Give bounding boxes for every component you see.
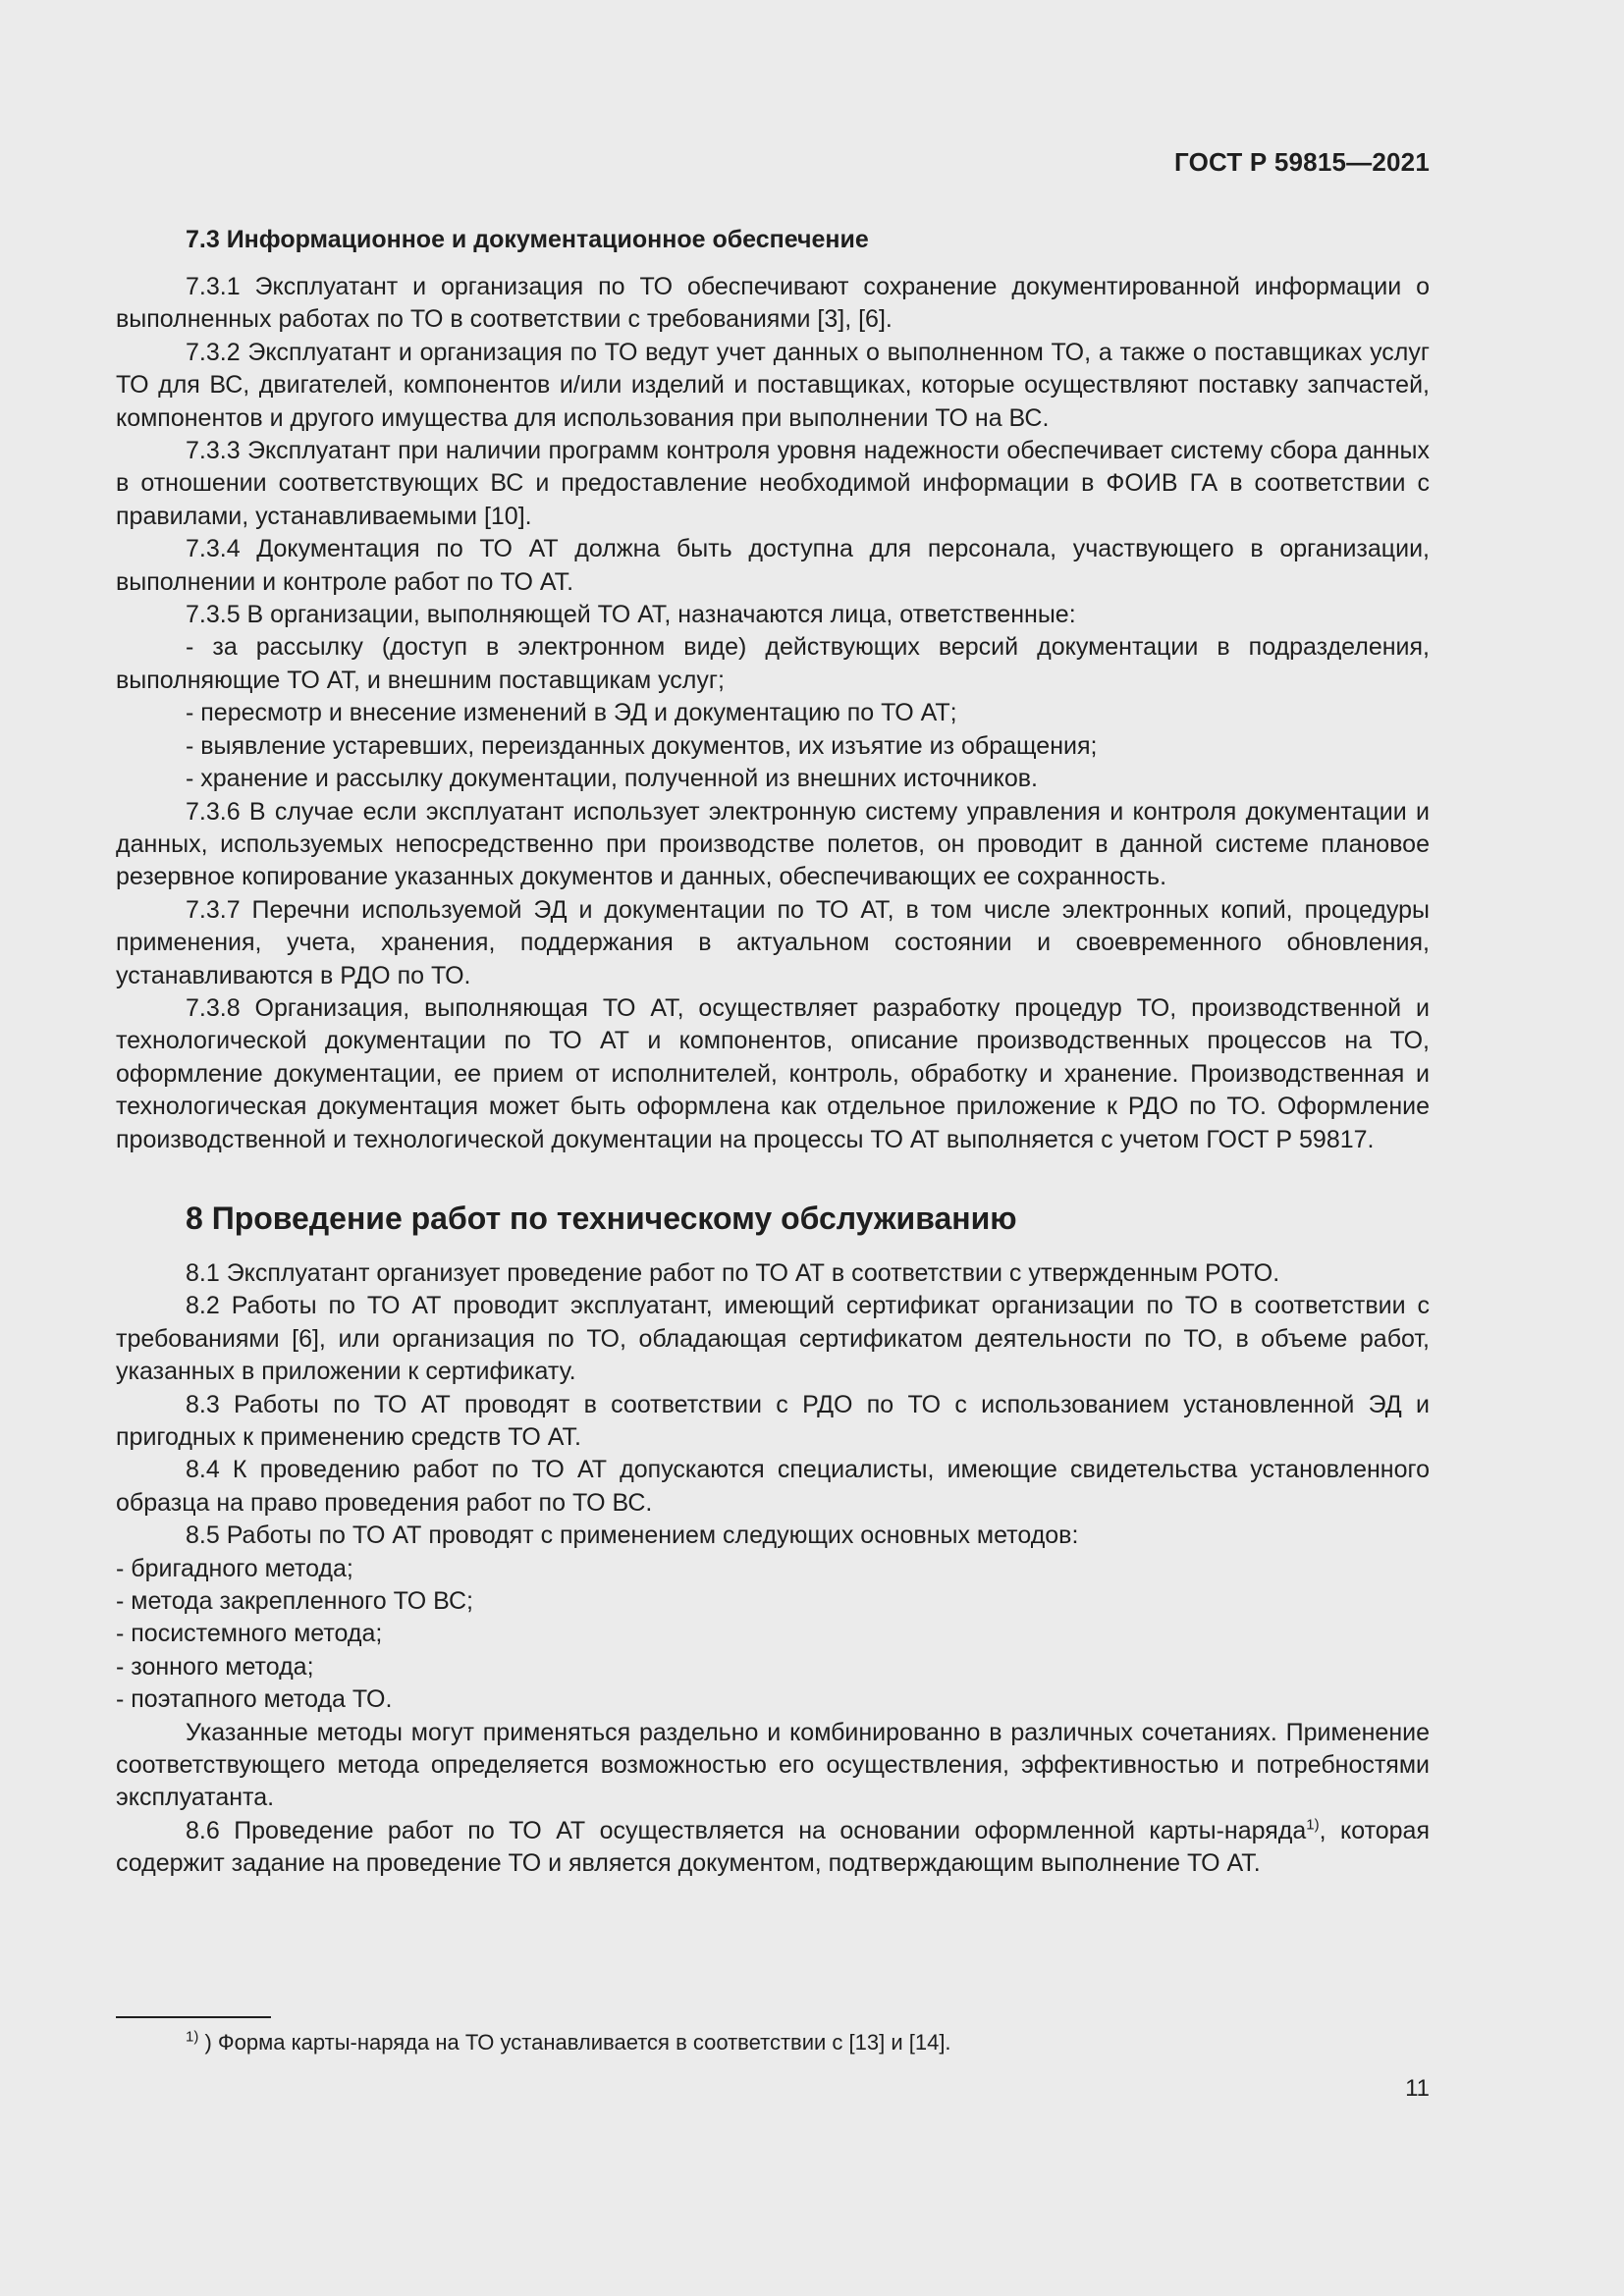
- paragraph-7-3-1: 7.3.1 Эксплуатант и организация по ТО обеспечивают сохранение документированной информации о выполненных работах по ТО в соответствии с требованиями [3], [6].: [116, 273, 1430, 334]
- paragraph-7-3-4: 7.3.4 Документация по ТО АТ должна быть доступна для персонала, участвующего в организации, выполнении и контроле работ по ТО АТ.: [116, 535, 1430, 596]
- paragraph-methods-note: Указанные методы могут применяться раздельно и комбинированно в различных сочетаниях. Применение соответствующего метода определяется возможностью его осуществления, эффективностью и потребностями эксплуатанта.: [116, 1718, 1430, 1812]
- paragraph-7-3-7: 7.3.7 Перечни используемой ЭД и документации по ТО АТ, в том числе электронных копий, процедуры применения, учета, хранения, поддержания в актуальном состоянии и своевременного обновления, устанавливаются в РДО по ТО.: [116, 895, 1430, 989]
- footnote-text: ) Форма карты-наряда на ТО устанавливается в соответствии с [13] и [14].: [204, 2030, 951, 2055]
- list-item: - зонного метода;: [116, 1652, 314, 1681]
- document-code: ГОСТ Р 59815—2021: [1174, 147, 1430, 177]
- paragraph-8-6: [116, 1815, 1430, 1881]
- paragraph-7-3-2: 7.3.2 Эксплуатант и организация по ТО ведут учет данных о выполненном ТО, а также о поставщиках услуг ТО для ВС, двигателей, компонентов и/или изделий и поставщиках, которые осуществляют поставку запчастей, компонентов и другого имущества для использования при выполнении ТО на ВС.: [116, 338, 1430, 432]
- paragraph-7-3-6: 7.3.6 В случае если эксплуатант использует электронную систему управления и контроля документации и данных, используемых непосредственно при производстве полетов, он проводит в данной системе плановое резервное копирование указанных документов и данных, обеспечивающих ее сохранность.: [116, 797, 1430, 891]
- page-content: [116, 224, 1430, 1881]
- paragraph-8-6-end: , которая содержит задание на проведение ТО и является документом, подтверждающим выполнение ТО АТ.: [116, 1816, 1430, 1878]
- footnote-reference[interactable]: 1): [1306, 1816, 1320, 1834]
- page-number: 11: [1405, 2075, 1430, 2102]
- paragraph-7-3-3: 7.3.3 Эксплуатант при наличии программ контроля уровня надежности обеспечивает систему сбора данных в отношении соответствующих ВС и предоставление необходимой информации в ФОИВ ГА в соответствии с правилами, устанавливаемыми [10].: [116, 437, 1430, 530]
- list-item: - пересмотр и внесение изменений в ЭД и документацию по ТО АТ;: [186, 699, 957, 727]
- paragraph-8-2: 8.2 Работы по ТО АТ проводит эксплуатант, имеющий сертификат организации по ТО в соответствии с требованиями [6], или организация по ТО, обладающая сертификатом деятельности по ТО, в объеме работ, указанных в приложении к сертификату.: [116, 1292, 1430, 1386]
- subsection-heading-7-3: 7.3 Информационное и документационное обеспечение: [186, 226, 869, 253]
- paragraph-8-1: 8.1 Эксплуатант организует проведение работ по ТО АТ в соответствии с утвержденным РОТО.: [186, 1258, 1280, 1287]
- paragraph-8-4: 8.4 К проведению работ по ТО АТ допускаются специалисты, имеющие свидетельства установленного образца на право проведения работ по ТО ВС.: [116, 1456, 1430, 1517]
- list-item: - метода закрепленного ТО ВС;: [116, 1587, 473, 1616]
- list-item: - за рассылку (доступ в электронном виде) действующих версий документации в подразделения, выполняющие ТО АТ, и внешним поставщикам услуг;: [116, 633, 1430, 694]
- paragraph-7-3-5: 7.3.5 В организации, выполняющей ТО АТ, назначаются лица, ответственные:: [186, 601, 1076, 629]
- list-item: - выявление устаревших, переизданных документов, их изъятие из обращения;: [186, 731, 1098, 760]
- section-heading-8: 8 Проведение работ по техническому обслуживанию: [186, 1200, 1017, 1236]
- list-item: - бригадного метода;: [116, 1554, 353, 1582]
- footnote-mark: 1): [186, 2028, 199, 2046]
- list-item: - поэтапного метода ТО.: [116, 1685, 393, 1714]
- paragraph-8-5: 8.5 Работы по ТО АТ проводят с применением следующих основных методов:: [186, 1522, 1079, 1550]
- paragraph-8-3: 8.3 Работы по ТО АТ проводят в соответствии с РДО по ТО с использованием установленной ЭД и пригодных к применению средств ТО АТ.: [116, 1390, 1430, 1451]
- footnote-divider: [116, 2016, 271, 2018]
- list-item: - хранение и рассылку документации, полученной из внешних источников.: [186, 765, 1038, 793]
- footnote: [186, 2028, 1423, 2057]
- paragraph-7-3-8: 7.3.8 Организация, выполняющая ТО АТ, осуществляет разработку процедур ТО, производственной и технологической документации по ТО АТ и компонентов, описание производственных процессов на ТО, оформление документации, ее прием от исполнителей, контроль, обработку и хранение. Производственная и технологическая документация может быть оформлена как отдельное приложение к РДО по ТО. Оформление производственной и технологической документации на процессы ТО АТ выполняется с учетом ГОСТ Р 59817.: [116, 993, 1430, 1153]
- paragraph-8-6-start: 8.6 Проведение работ по ТО АТ осуществляется на основании оформленной карты-наряда: [186, 1816, 1307, 1844]
- list-item: - посистемного метода;: [116, 1620, 383, 1648]
